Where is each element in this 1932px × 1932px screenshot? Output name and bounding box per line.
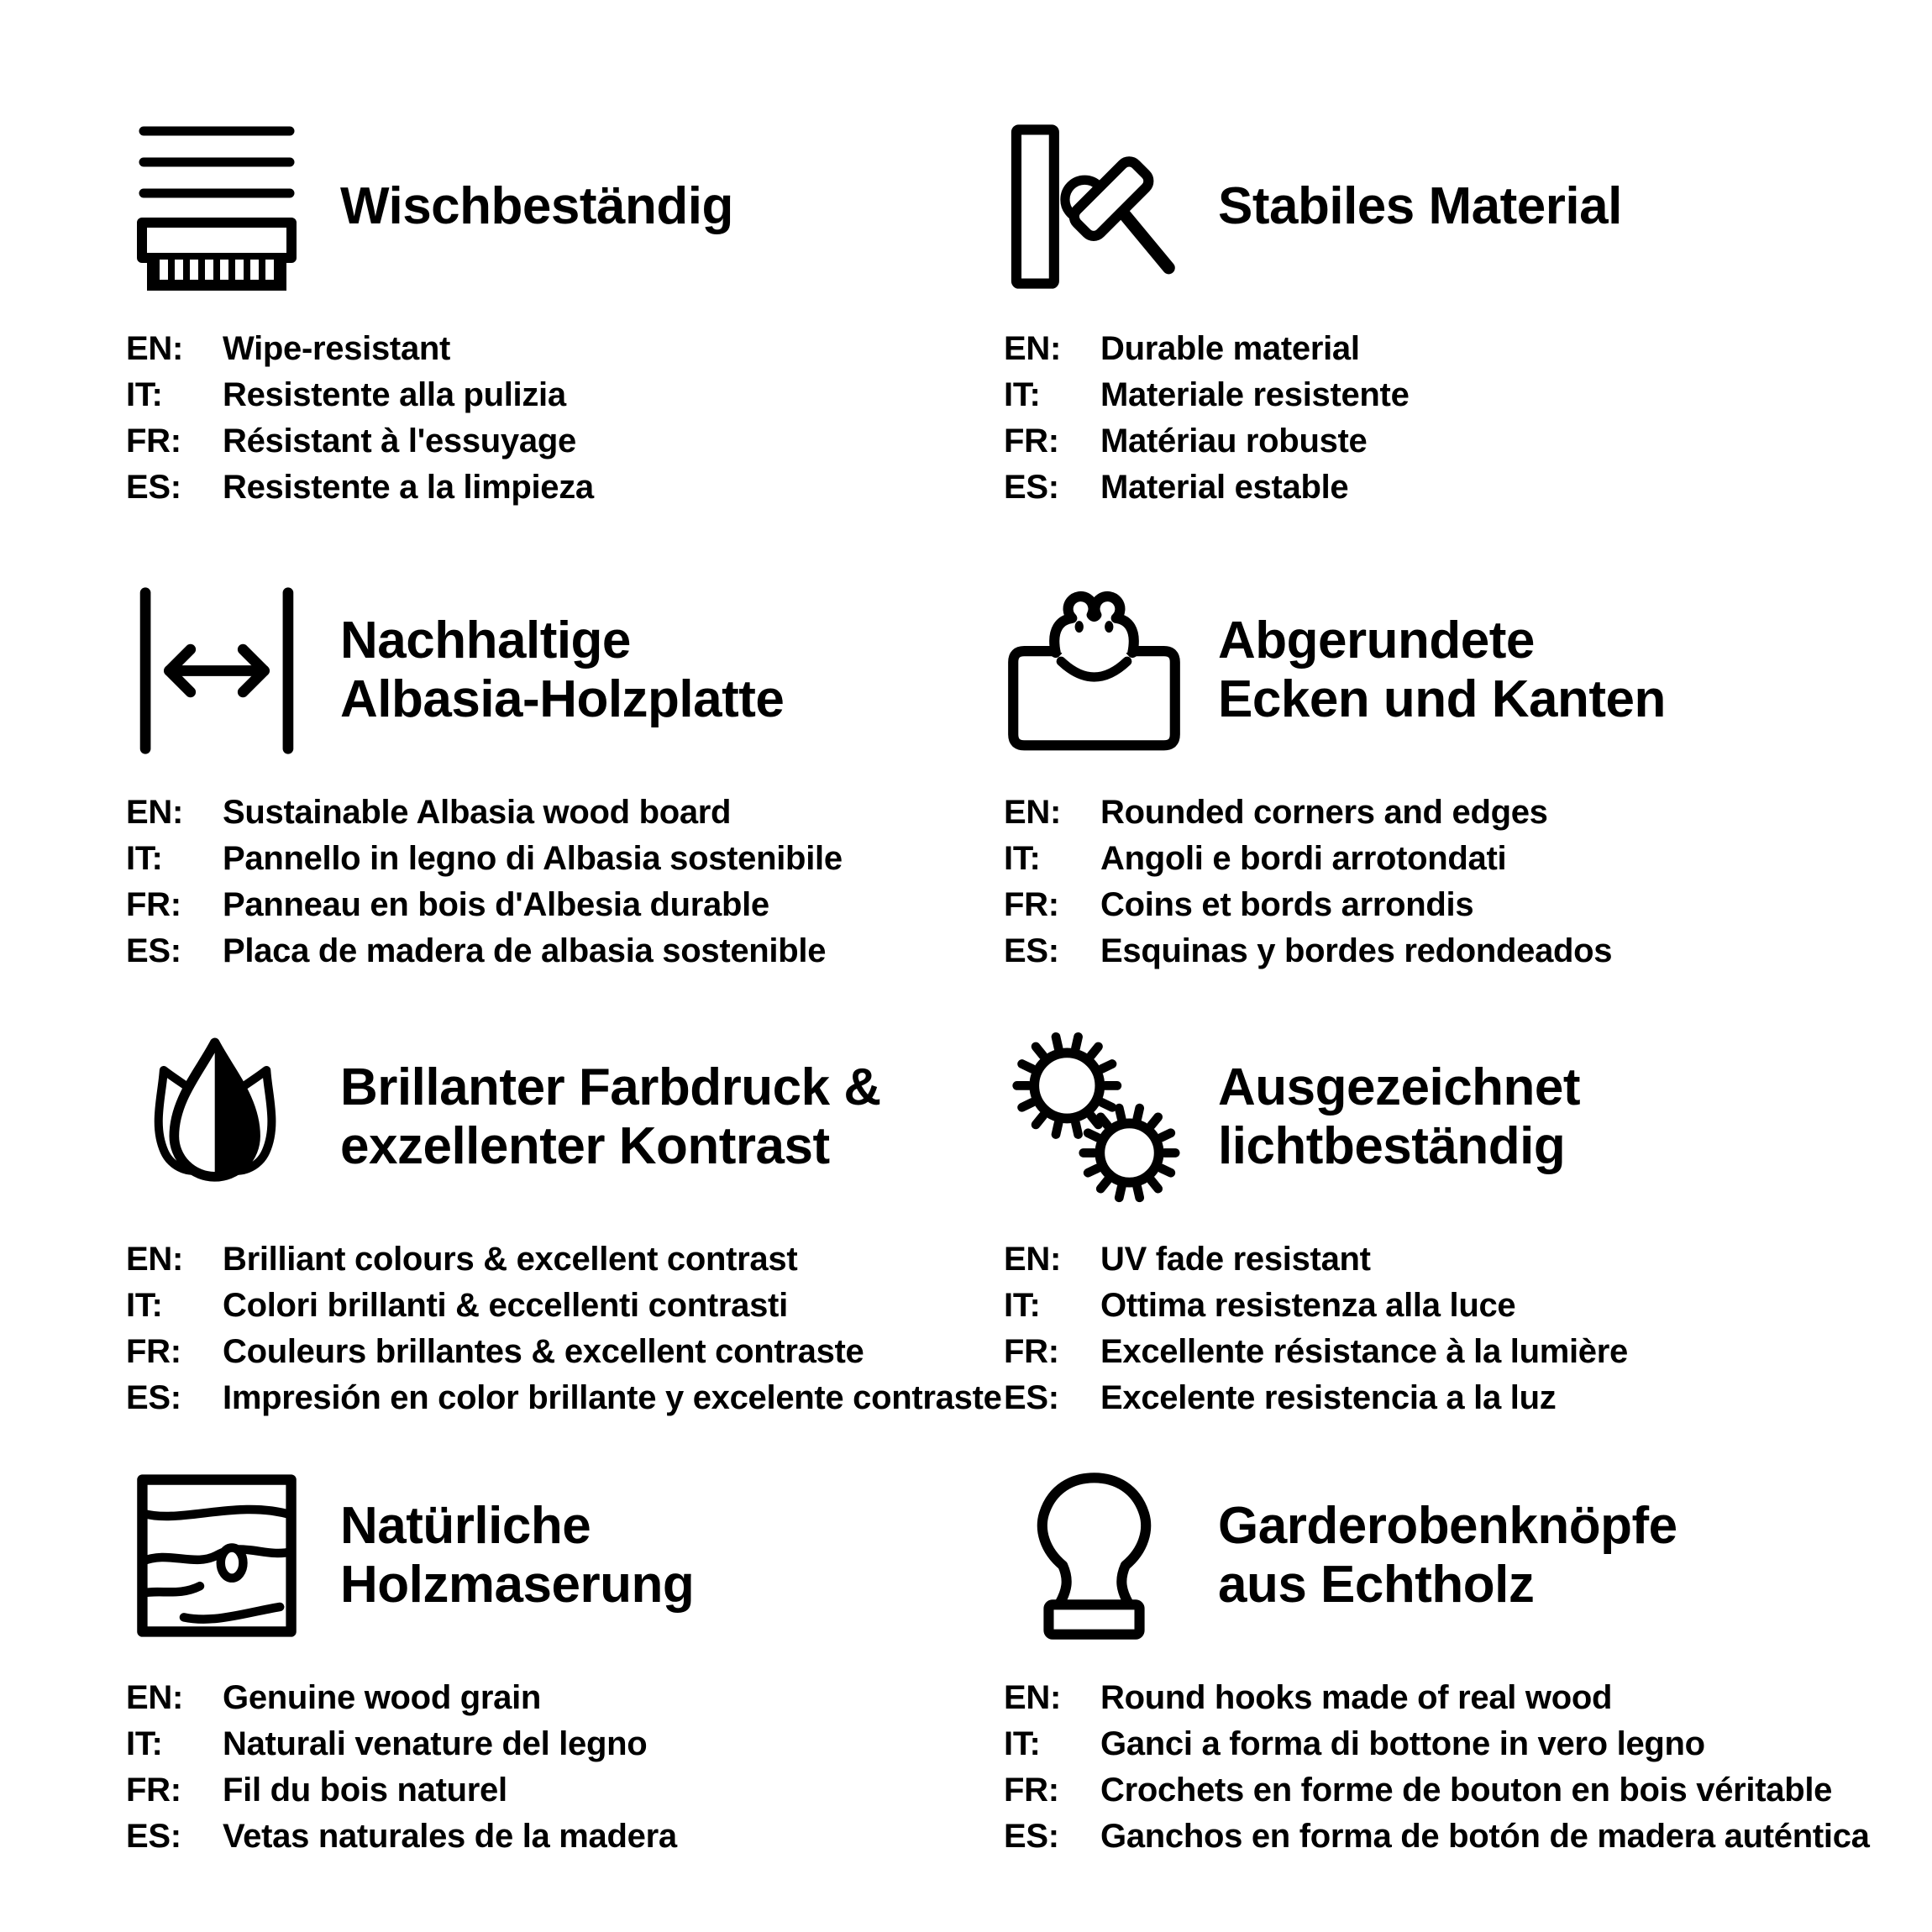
translation-row: ES: Vetas naturales de la madera — [126, 1818, 677, 1855]
feature-title: Abgerundete Ecken und Kanten — [1218, 612, 1666, 728]
translation-row: FR: Coins et bords arrondis — [1004, 886, 1474, 923]
translation-row: EN: Brilliant colours & excellent contrast — [126, 1241, 798, 1278]
feature-title: Nachhaltige Albasia-Holzplatte — [340, 612, 785, 728]
uv-light-suns-icon — [1004, 1028, 1184, 1206]
board-width-arrow-icon — [126, 581, 307, 759]
wipe-resistant-brush-icon — [126, 118, 307, 296]
translation-row: ES: Ganchos en forma de botón de madera auténtica — [1004, 1818, 1870, 1855]
feature-title: Garderobenknöpfe aus Echtholz — [1218, 1497, 1677, 1614]
translation-row: EN: Rounded corners and edges — [1004, 794, 1548, 831]
ink-drops-contrast-icon — [126, 1028, 307, 1206]
feature-rounded-corners — [1004, 543, 1882, 990]
translation-row: ES: Impresión en color brillante y excelente contraste — [126, 1379, 1002, 1416]
translation-row: IT: Angoli e bordi arrotondati — [1004, 840, 1507, 877]
feature-grid — [126, 80, 1882, 1899]
translation-row: ES: Resistente a la limpieza — [126, 469, 594, 506]
feature-wooden-knobs — [1004, 1429, 1882, 1899]
translation-row: EN: UV fade resistant — [1004, 1241, 1371, 1278]
translation-row: IT: Pannello in legno di Albasia sostenibile — [126, 840, 843, 877]
translations — [126, 790, 1004, 974]
translation-row: ES: Esquinas y bordes redondeados — [1004, 932, 1613, 969]
feature-wood-grain — [126, 1429, 1004, 1899]
translations — [126, 1675, 1004, 1860]
translations — [126, 326, 1004, 511]
wood-grain-icon — [126, 1467, 307, 1645]
feature-title: Wischbeständig — [340, 177, 733, 235]
translations — [1004, 1236, 1882, 1421]
frog-rounded-board-icon — [1004, 581, 1184, 759]
translation-row: ES: Excelente resistencia a la luz — [1004, 1379, 1557, 1416]
translation-row: EN: Genuine wood grain — [126, 1679, 542, 1716]
translation-row: FR: Matériau robuste — [1004, 423, 1368, 459]
feature-uv-resistant — [1004, 990, 1882, 1429]
translation-row: IT: Resistente alla pulizia — [126, 376, 566, 413]
translation-row: FR: Crochets en forme de bouton en bois véritable — [1004, 1772, 1833, 1809]
translation-row: FR: Résistant à l'essuyage — [126, 423, 576, 459]
translation-row: FR: Fil du bois naturel — [126, 1772, 507, 1809]
translation-row: IT: Materiale resistente — [1004, 376, 1410, 413]
feature-title: Ausgezeichnet lichtbeständig — [1218, 1058, 1581, 1175]
translations — [1004, 326, 1882, 511]
feature-brilliant-colours — [126, 990, 1004, 1429]
translation-row: IT: Ganci a forma di bottone in vero legno — [1004, 1725, 1705, 1762]
translation-row: EN: Sustainable Albasia wood board — [126, 794, 732, 831]
translation-row: EN: Wipe-resistant — [126, 330, 451, 367]
feature-title: Natürliche Holzmaserung — [340, 1497, 695, 1614]
translations — [1004, 1675, 1882, 1860]
translation-row: IT: Ottima resistenza alla luce — [1004, 1287, 1516, 1324]
durable-material-hammer-icon — [1004, 118, 1184, 296]
translation-row: FR: Couleurs brillantes & excellent contraste — [126, 1333, 864, 1370]
translations — [1004, 790, 1882, 974]
translation-row: ES: Material estable — [1004, 469, 1349, 506]
translation-row: IT: Colori brillanti & eccellenti contrasti — [126, 1287, 788, 1324]
translation-row: EN: Durable material — [1004, 330, 1360, 367]
translation-row: FR: Panneau en bois d'Albesia durable — [126, 886, 769, 923]
feature-title: Brillanter Farbdruck & exzellenter Kontrast — [340, 1058, 881, 1175]
feature-sustainable-board — [126, 543, 1004, 990]
translation-row: ES: Placa de madera de albasia sostenible — [126, 932, 827, 969]
translation-row: EN: Round hooks made of real wood — [1004, 1679, 1613, 1716]
wooden-knob-icon — [1004, 1467, 1184, 1645]
feature-durable-material — [1004, 80, 1882, 543]
translations — [126, 1236, 1004, 1421]
translation-row: IT: Naturali venature del legno — [126, 1725, 648, 1762]
feature-wipe-resistant — [126, 80, 1004, 543]
feature-title: Stabiles Material — [1218, 177, 1622, 235]
translation-row: FR: Excellente résistance à la lumière — [1004, 1333, 1628, 1370]
